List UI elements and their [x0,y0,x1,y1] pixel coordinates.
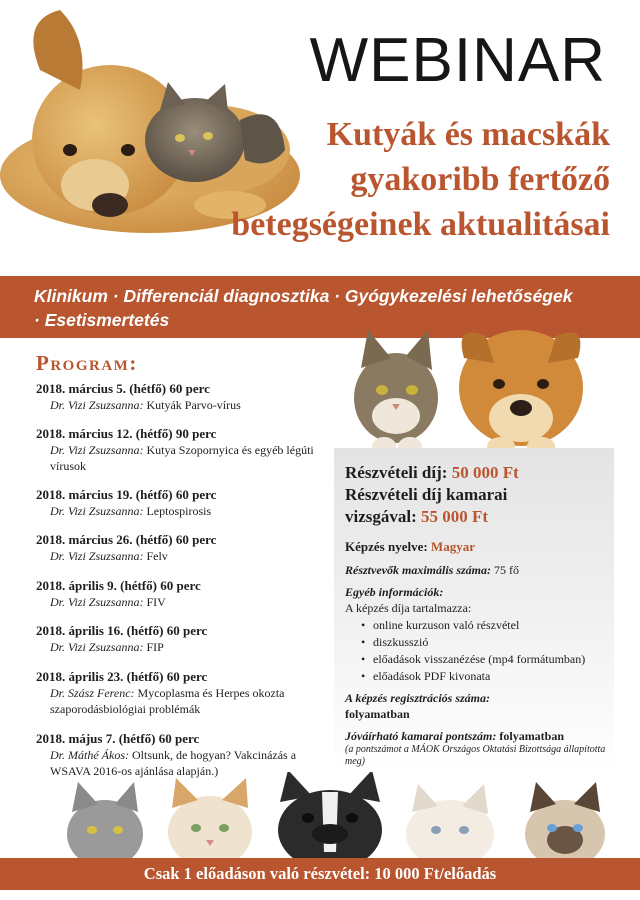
webinar-heading: WEBINAR [309,26,606,95]
session-topic: Kutya Szopornyica és egyéb légúti vírusok [50,443,314,473]
session-lecturer: Dr. Vizi Zsuzsanna: [50,595,144,609]
title-line: Kutyák és macskák [326,116,610,153]
session-detail [36,442,326,474]
includes-list [345,618,613,684]
topics-line: · Esetismertetés [34,310,170,330]
session-lecturer: Dr. Vizi Zsuzsanna: [50,398,144,412]
title-line: gyakoribb fertőző [350,161,610,198]
max-participants-value: 75 fő [494,563,519,577]
cat-and-dog-peeking-illustration [336,318,612,456]
single-lecture-price-band: Csak 1 előadáson való részvétel: 10 000 Ft/előadás [0,858,640,890]
session-date: 2018. április 9. (hétfő) 60 perc [36,578,201,593]
program-session [36,668,326,717]
program-session [36,622,326,655]
row-of-pets-illustration [60,772,620,862]
includes-item: • diszkusszió [361,635,613,650]
topics-line: Klinikum · Differenciál diagnosztika · Gyógykezelési lehetőségek [34,286,573,306]
program-title: Program: [36,351,138,375]
program-session [36,380,326,413]
registration-label: A képzés regisztrációs száma: [345,691,491,705]
session-lecturer: Dr. Szász Ferenc: [50,686,135,700]
session-date: 2018. március 5. (hétfő) 60 perc [36,381,210,396]
session-topic: Oltsunk, de hogyan? Vakcinázás a WSAVA 2016-os ajánlása alapján.) [50,748,297,778]
includes-item: • előadások visszanézése (mp4 formátumban) [361,652,613,667]
points-value: folyamatban [499,729,565,743]
language-value: Magyar [430,539,475,554]
program-section [36,350,326,778]
session-lecturer: Dr. Vizi Zsuzsanna: [50,549,144,563]
language-label: Képzés nyelve: [345,539,428,554]
includes-item: • online kurzuson való részvétel [361,618,613,633]
session-detail [36,639,326,655]
registration-value: folyamatban [345,707,410,721]
points-note: (a pontszámot a MÁOK Országos Oktatási Bizottsága állapította meg) [345,744,606,767]
session-date: 2018. március 26. (hétfő) 60 perc [36,532,217,547]
session-lecturer: Dr. Vizi Zsuzsanna: [50,443,144,457]
webinar-topic-title [170,112,610,247]
session-topic: Kutyák Parvo-vírus [146,398,241,412]
session-detail [36,594,326,610]
session-detail [36,685,326,717]
session-detail [36,548,326,564]
program-session [36,577,326,610]
info-panel [345,462,613,768]
points-line [345,728,613,744]
fee-chamber-line-2 [345,506,613,528]
session-date: 2018. április 23. (hétfő) 60 perc [36,669,208,684]
language-line [345,538,613,556]
program-session [36,486,326,519]
session-topic: FIV [146,595,166,609]
program-session [36,531,326,564]
session-lecturer: Dr. Vizi Zsuzsanna: [50,504,144,518]
fee-chamber-label: vizsgával: [345,507,417,526]
session-topic: Leptospirosis [146,504,212,518]
fee-chamber-line: Részvételi díj kamarai [345,485,508,504]
program-session [36,425,326,474]
session-lecturer: Dr. Máthé Ákos: [50,748,129,762]
points-label: Jóváírható kamarai pontszám: [345,729,497,743]
session-date: 2018. március 19. (hétfő) 60 perc [36,487,217,502]
session-topic: Mycoplasma és Herpes okozta szaporodásbiológiai problémák [50,686,285,716]
session-detail [36,397,326,413]
includes-item: • előadások PDF kivonata [361,669,613,684]
session-date: 2018. április 16. (hétfő) 60 perc [36,623,208,638]
max-participants-line [345,562,613,578]
title-line: betegségeinek aktualitásai [231,206,610,243]
session-date: 2018. március 12. (hétfő) 90 perc [36,426,217,441]
session-lecturer: Dr. Vizi Zsuzsanna: [50,640,144,654]
session-detail [36,503,326,519]
session-topic: FIP [146,640,164,654]
fee-value: 50 000 Ft [451,463,519,482]
other-info-label: Egyéb információk: [345,585,444,599]
session-topic: Felv [146,549,168,563]
includes-label: A képzés díja tartalmazza: [345,601,472,615]
max-participants-label: Résztvevők maximális száma: [345,563,491,577]
fee-label: Részvételi díj: [345,463,448,482]
fee-chamber-value: 55 000 Ft [421,507,489,526]
fee-line [345,462,613,484]
session-date: 2018. május 7. (hétfő) 60 perc [36,731,200,746]
